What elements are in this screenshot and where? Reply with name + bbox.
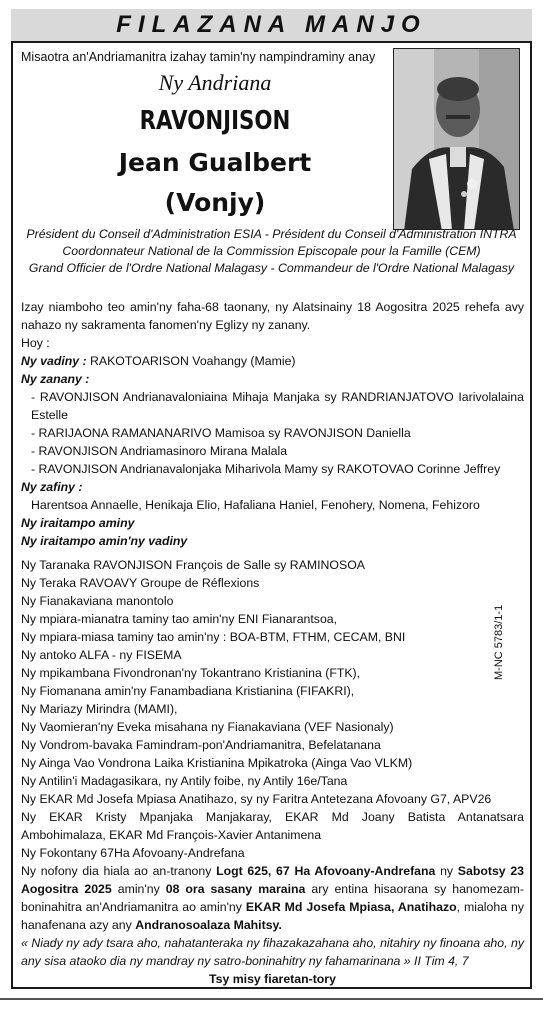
surname: RAVONJISON — [139, 106, 291, 136]
zanany-label: Ny zanany : — [21, 372, 90, 386]
family-item: Ny EKAR Md Josefa Mpiasa Anatihazo, sy ny Faritra Antetezana Afovoany G7, APV26 — [21, 792, 492, 806]
family-item: Ny Ainga Vao Vondrona Laika Kristianina Mpikatroka (Ainga Vao VLKM) — [21, 756, 413, 770]
deceased-photo — [393, 48, 520, 230]
honorific: Ny Andriana — [158, 70, 272, 95]
notice-body — [21, 298, 524, 988]
iraitampo-vadiny: Ny iraitampo amin'ny vadiny — [21, 534, 188, 548]
title-line: Coordonnateur National de la Commission Episcopale pour la Famille (CEM) — [62, 244, 481, 258]
family-item: Ny Teraka RAVOAVY Groupe de Réflexions — [21, 576, 260, 590]
portrait-image — [394, 49, 520, 230]
family-item: Ny Vondrom-bavaka Famindram-pon'Andriamanitra, Befelatanana — [21, 738, 381, 752]
zanany-item: - RAVONJISON Andrianavaloniaina Mihaja Manjaka sy RANDRIANJATOVO Iarivolalaina Estelle — [31, 390, 524, 422]
bible-quote: « Niady ny ady tsara aho, nahatanteraka ny fihazakazahana aho, nitahiry ny finoana aho, ny any sisa ataoko dia ny mandray ny satro-boninahitry ny fahamarinana » II Tim 4, 7 — [21, 936, 524, 968]
title-line: Président du Conseil d'Administration ESIA - Président du Conseil d'Administration INTRA — [26, 227, 517, 241]
family-item: Ny Taranaka RAVONJISON François de Salle sy RAMINOSOA — [21, 558, 365, 572]
family-item: Ny mpikambana Fivondronan'ny Tokantrano Kristianina (FTK), — [21, 666, 361, 680]
closing-text: , mialoha ny hanafenana azy any — [21, 900, 524, 932]
nickname: (Vonjy) — [164, 188, 266, 217]
church-name: EKAR Md Josefa Mpiasa, Anatihazo — [245, 900, 457, 914]
zanany-item: - RAVONJISON Andrianavalonjaka Miharivola Mamy sy RAKOTOVAO Corinne Jeffrey — [31, 462, 501, 476]
closing-text: amin'ny — [111, 882, 166, 896]
family-item: Ny antoko ALFA - ny FISEMA — [21, 648, 182, 662]
family-item: Ny Fokontany 67Ha Afovoany-Andrefana — [21, 846, 245, 860]
notice-banner: FILAZANA MANJO — [11, 9, 532, 43]
given-name: Jean Gualbert — [118, 148, 312, 177]
zanany-item: - RAVONJISON Andriamasinoro Mirana Malala — [31, 444, 288, 458]
iraitampo-aminy: Ny iraitampo aminy — [21, 516, 135, 530]
funeral-details — [21, 862, 524, 934]
funeral-date: Sabotsy 23 Aogositra 2025 — [21, 864, 525, 896]
titles-block — [21, 226, 522, 277]
family-item: Ny Mariazy Mirindra (MAMI), — [21, 702, 178, 716]
home-address: Logt 625, 67 Ha Afovoany-Andrefana — [216, 864, 436, 878]
vadiny-label: Ny vadiny : — [21, 354, 87, 368]
family-item: Ny mpiara-mianatra taminy tao amin'ny ENI Fianarantsoa, — [21, 612, 338, 626]
family-item: Ny Fianakaviana manontolo — [21, 594, 174, 608]
vadiny-line — [21, 352, 524, 370]
funeral-time: 08 ora sasany maraina — [165, 882, 306, 896]
family-item: Ny mpiara-miasa taminy tao amin'ny : BOA-BTM, FTHM, CECAM, BNI — [21, 630, 406, 644]
closing-text: Ny nofony dia hiala ao an-tranony — [21, 864, 217, 878]
burial-place: Andranosoalaza Mahitsy. — [135, 918, 282, 932]
closing-text: ny — [435, 864, 458, 878]
family-item: Ny Fiomanana amin'ny Fanambadiana Kristianina (FIFAKRI), — [21, 684, 355, 698]
bottom-rule — [0, 998, 543, 1000]
zafiny-label: Ny zafiny : — [21, 480, 83, 494]
hoy-label: Hoy : — [21, 336, 50, 350]
zafiny-list: Harentsoa Annaelle, Henikaja Elio, Hafaliana Haniel, Fenohery, Nomena, Fehizoro — [31, 498, 480, 512]
vadiny-name: RAKOTOARISON Voahangy (Mamie) — [86, 354, 296, 368]
reference-code: M-NC 5783/1-1 — [493, 604, 505, 680]
zanany-item: - RARIJAONA RAMANANARIVO Mamisoa sy RAVONJISON Daniella — [31, 426, 411, 440]
closing-text: ary entina hisaorana sy hanomezam-boninahitra an'Andriamanitra ao amin'ny — [21, 882, 524, 914]
intro-line: Misaotra an'Andriamanitra izahay tamin'ny nampindraminy anay — [21, 50, 376, 64]
announcement-text: Izay niamboho teo amin'ny faha-68 taonany, ny Alatsinainy 18 Aogositra 2025 rehefa avy nahazo ny sakramenta fanomen'ny Eglizy ny zanany. — [21, 300, 524, 332]
title-line: Grand Officier de l'Ordre National Malagasy - Commandeur de l'Ordre National Malagasy — [28, 261, 515, 275]
family-item: Ny Vaomieran'ny Eveka misahana ny Fianakaviana (VEF Nasionaly) — [21, 720, 394, 734]
family-item: Ny Antilin'i Madagasikara, ny Antily foibe, ny Antily 16e/Tana — [21, 774, 348, 788]
family-item: Ny EKAR Kristy Mpanjaka Manjakaray, EKAR Md Joany Batista Antanatsara Ambohimalaza, EKAR Md François-Xavier Antanimena — [21, 810, 524, 842]
no-condolence-note: Tsy misy fiaretan-tory — [209, 972, 336, 986]
